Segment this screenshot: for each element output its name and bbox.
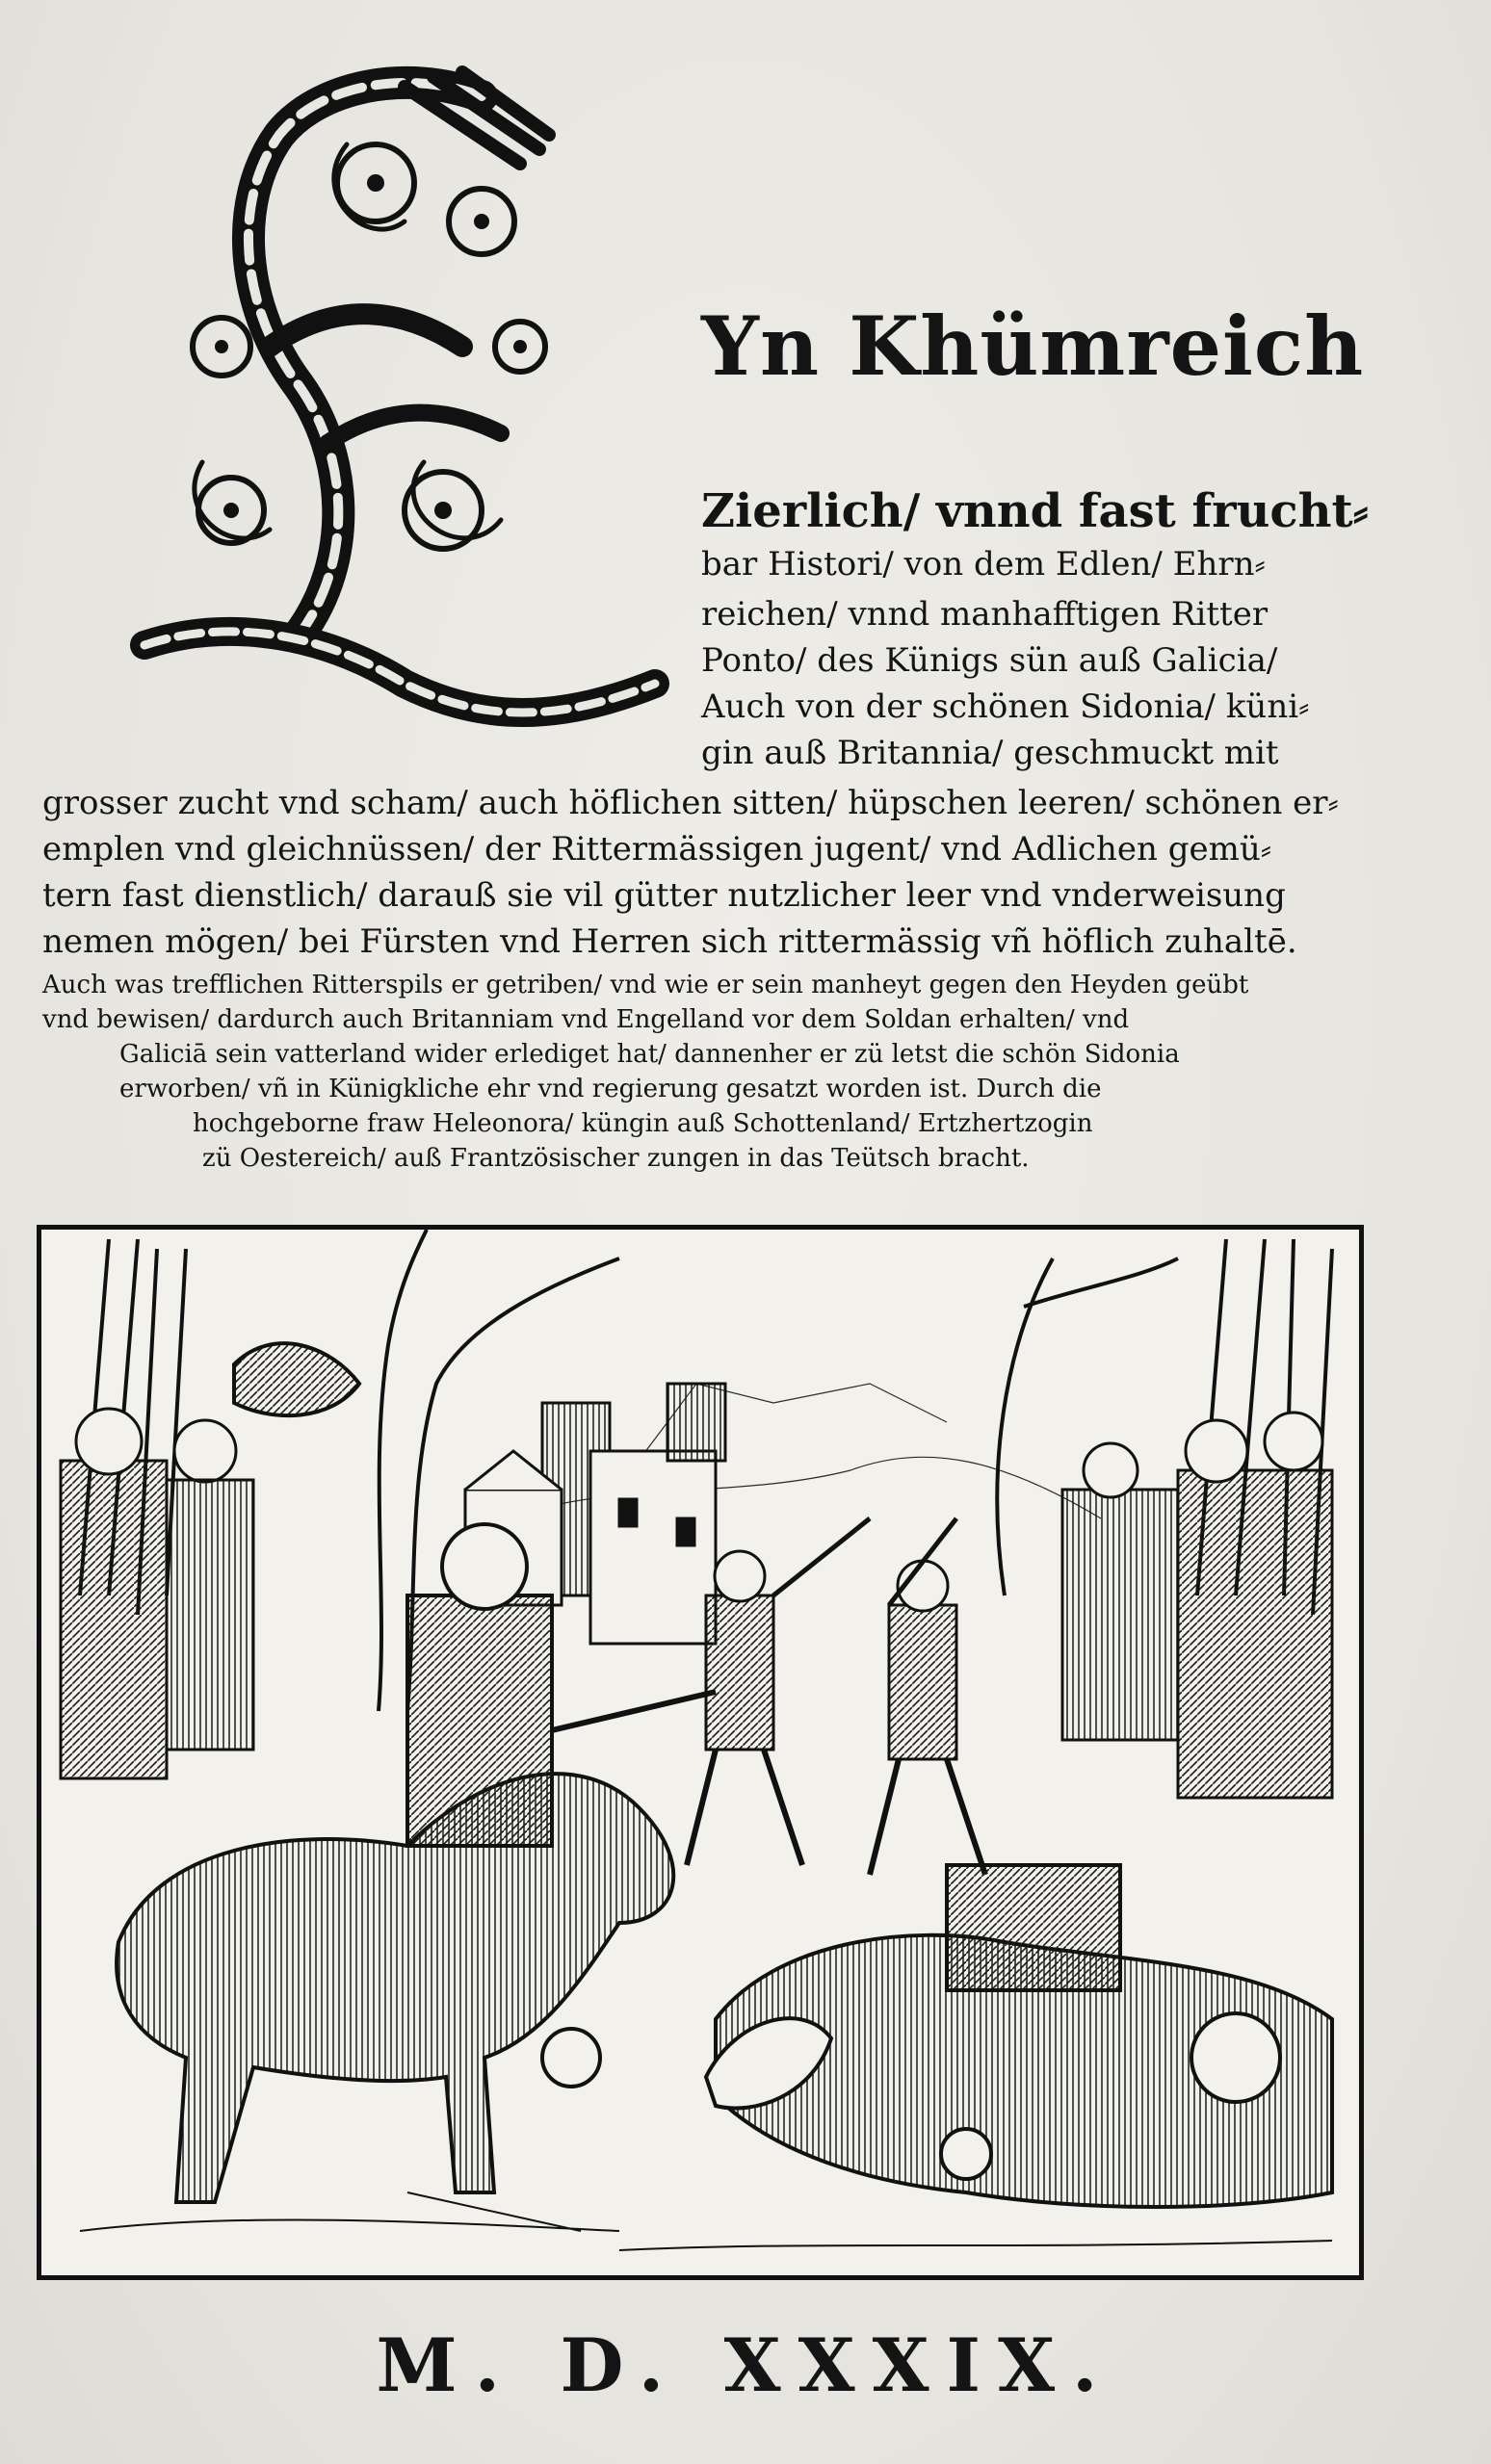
text-line: Auch was trefflichen Ritterspils er getriben/ vnd wie er sein manheyt gegen den Heyden geübt <box>42 971 1249 999</box>
publication-date: M. D. XXXIX. <box>376 2322 1115 2408</box>
knights-left <box>61 1409 253 1778</box>
text-line: gin auß Britannia/ geschmuckt mit <box>701 734 1279 772</box>
woodcut-scene <box>41 1230 1359 2275</box>
text-line: Auch von der schönen Sidonia/ küni⸗ <box>701 687 1310 726</box>
text-line: nemen mögen/ bei Fürsten vnd Herren sich rittermässig vñ höflich zuhaltē. <box>42 922 1297 961</box>
text-line: Zierlich/ vnnd fast frucht⸗ <box>701 484 1369 538</box>
woodcut-illustration <box>37 1225 1364 2280</box>
text-line: reichen/ vnnd manhafftigen Ritter <box>701 595 1269 634</box>
knights-right <box>1062 1413 1332 1798</box>
text-line: grosser zucht vnd scham/ auch höflichen sitten/ hüpschen leeren/ schönen er⸗ <box>42 784 1339 822</box>
text-line: Ponto/ des Künigs sün auß Galicia/ <box>701 641 1278 680</box>
text-line: erworben/ vñ in Künigkliche ehr vnd regierung gesatzt worden ist. Durch die <box>119 1075 1102 1103</box>
text-line: emplen vnd gleichnüssen/ der Rittermässigen jugent/ vnd Adlichen gemü⸗ <box>42 830 1272 869</box>
title-headline: Yn Khümreich <box>701 298 1365 394</box>
text-line: zü Oestereich/ auß Frantzösischer zungen in das Teütsch bracht. <box>202 1144 1030 1173</box>
text-line: tern fast dienstlich/ darauß sie vil gütter nutzlicher leer vnd vnderweisung <box>42 876 1286 915</box>
fallen-knight <box>706 1865 1332 2207</box>
text-line: bar Histori/ von dem Edlen/ Ehrn⸗ <box>701 545 1266 584</box>
text-line: Galiciā sein vatterland wider erlediget hat/ dannenher er zü letst die schön Sidonia <box>119 1040 1180 1069</box>
swordsmen <box>687 1518 985 1875</box>
decorated-initial-letter <box>116 58 693 751</box>
text-line: vnd bewisen/ dardurch auch Britanniam vnd Engelland vor dem Soldan erhalten/ vnd <box>42 1005 1130 1034</box>
text-line: hochgeborne fraw Heleonora/ küngin auß Schottenland/ Ertzhertzogin <box>193 1109 1093 1138</box>
